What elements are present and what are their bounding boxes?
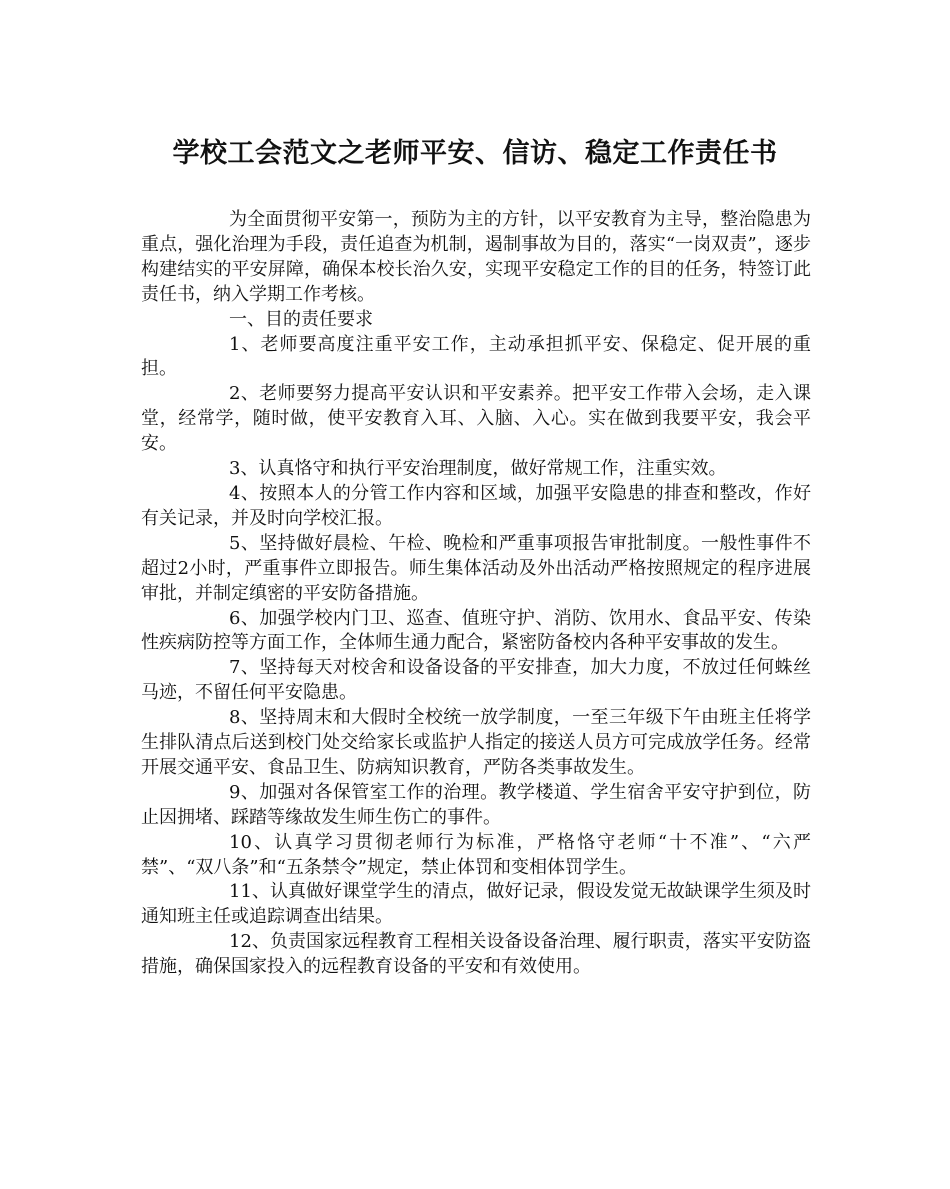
clause-8: 8、坚持周末和大假时全校统一放学制度，一至三年级下午由班主任将学生排队清点后送到校门处交给家长或监护人指定的接送人员方可完成放学任务。经常开展交通平安、食品卫生、防病知识教育，严防各类事故发生。 <box>141 707 811 778</box>
document-body <box>141 208 811 980</box>
clause-2: 2、老师要努力提高平安认识和平安素养。把平安工作带入会场，走入课堂，经常学，随时做，使平安教育入耳、入脑、入心。实在做到我要平安，我会平安。 <box>141 383 811 455</box>
intro-paragraph: 为全面贯彻平安第一，预防为主的方针，以平安教育为主导，整治隐患为重点，强化治理为手段，责任追查为机制，遏制事故为目的，落实“一岗双责”，逐步构建结实的平安屏障，确保本校长治久安，实现平安稳定工作的目的任务，特签订此责任书，纳入学期工作考核。 <box>141 209 811 305</box>
clause-12: 12、负责国家远程教育工程相关设备设备治理、履行职责，落实平安防盗措施，确保国家投入的远程教育设备的平安和有效使用。 <box>141 931 811 978</box>
clause-4: 4、按照本人的分管工作内容和区域，加强平安隐患的排查和整改，作好有关记录，并及时向学校汇报。 <box>141 482 811 529</box>
clause-3: 3、认真恪守和执行平安治理制度，做好常规工作，注重实效。 <box>229 458 727 480</box>
clause-11: 11、认真做好课堂学生的清点，做好记录，假设发觉无故缺课学生须及时通知班主任或追踪调查出结果。 <box>141 881 811 928</box>
section-heading: 一、目的责任要求 <box>229 308 373 330</box>
document-title: 学校工会范文之老师平安、信访、稳定工作责任书 <box>172 138 778 169</box>
clause-10: 10、认真学习贯彻老师行为标准，严格恪守老师“十不准”、“六严禁”、“双八条”和“五条禁令”规定，禁止体罚和变相体罚学生。 <box>141 831 811 878</box>
clause-6: 6、加强学校内门卫、巡查、值班守护、消防、饮用水、食品平安、传染性疾病防控等方面工作，全体师生通力配合，紧密防备校内各种平安事故的发生。 <box>141 607 811 654</box>
clause-5: 5、坚持做好晨检、午检、晚检和严重事项报告审批制度。一般性事件不超过2小时，严重事件立即报告。师生集体活动及外出活动严格按照规定的程序进展审批，并制定缜密的平安防备措施。 <box>141 532 811 604</box>
clause-9: 9、加强对各保管室工作的治理。教学楼道、学生宿舍平安守护到位，防止因拥堵、踩踏等缘故发生师生伤亡的事件。 <box>141 781 811 828</box>
clause-7: 7、坚持每天对校舍和设备设备的平安排查，加大力度，不放过任何蛛丝马迹，不留任何平安隐患。 <box>141 657 811 704</box>
clause-1: 1、老师要高度注重平安工作，主动承担抓平安、保稳定、促开展的重担。 <box>141 333 811 380</box>
